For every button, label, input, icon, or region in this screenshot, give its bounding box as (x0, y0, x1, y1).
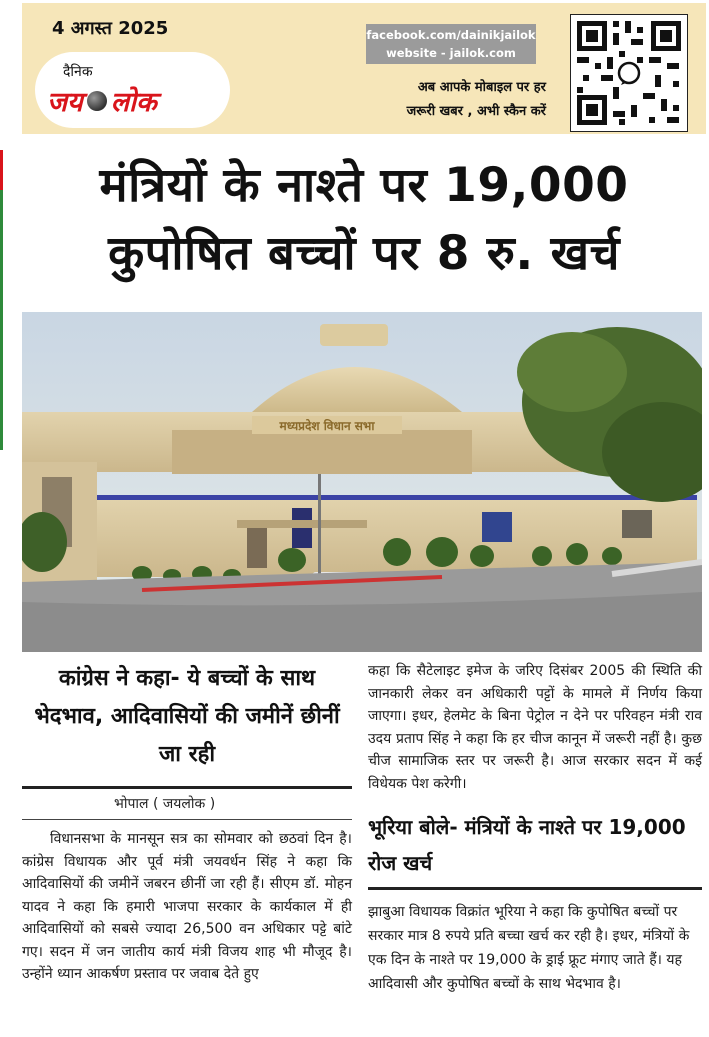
logo-left-word: जय (47, 87, 83, 118)
website-link[interactable]: website - jailok.com (386, 46, 516, 60)
dateline: भोपाल ( जयलोक ) (114, 796, 216, 812)
right-subheadline: भूरिया बोले- मंत्रियों के नाश्ते पर 19,000 रोज खर्च (368, 809, 702, 890)
newspaper-logo (35, 52, 230, 128)
social-links-box (366, 24, 536, 64)
logo-main-text (47, 82, 157, 119)
logo-small-text: दैनिक (63, 64, 93, 80)
accent-bar-red (0, 150, 3, 190)
scan-line-2: जरूरी खबर , अभी स्कैन करें (406, 104, 546, 119)
left-column (22, 660, 352, 986)
right-column (368, 660, 702, 996)
issue-date: 4 अगस्त 2025 (52, 18, 169, 39)
globe-icon (87, 91, 107, 111)
left-subheadline: कांग्रेस ने कहा- ये बच्चों के साथ भेदभाव, आदिवासियों की जमीनें छीनीं जा रही (34, 666, 340, 767)
scan-prompt (366, 76, 546, 124)
headline-line-2: कुपोषित बच्चों पर 8 रु. खर्च (108, 226, 620, 281)
scan-line-1: अब आपके मोबाइल पर हर (417, 80, 546, 95)
logo-right-word: लोक (110, 87, 157, 118)
right-article-body-1: कहा कि सैटेलाइट इमेज के जरिए दिसंबर 2005 की स्थिति की जानकारी लेकर वन अधिकारी पट्टों के मामले में निर्णय किया जाएगा। इधर, हेलमेट के बिना पेट्रोल न देने पर परिवहन मंत्री राव उदय प्रताप सिंह ने कहा कि हर चीज कानून में जरूरी नहीं है। कुछ चीज सामाजिक स्तर पर जरूरी है। आज सरकार सदन में कई विधेयक पेश करेगी। (368, 663, 702, 792)
left-article-body: विधानसभा के मानसून सत्र का सोमवार को छठवां दिन है। कांग्रेस विधायक और पूर्व मंत्री जयवर्धन सिंह ने कहा कि आदिवासियों की जमीनें जबरन छीनीं जा रही हैं। सीएम डॉ. मोहन यादव ने कहा कि हमारी भाजपा सरकार के कार्यकाल में ही आदिवासियों को सबसे ज्यादा 26,500 वन अधिकार पट्टे बांटे गए। सदन में जन जातीय कार्य मंत्री विजय शाह भी मौजूद है। उन्होंने ध्यान आकर्षण प्रस्ताव पर जवाब देते हुए (22, 831, 352, 982)
main-headline (22, 152, 706, 288)
building-sign: मध्यप्रदेश विधान सभा (279, 419, 375, 433)
right-article-body-2: झाबुआ विधायक विक्रांत भूरिया ने कहा कि कुपोषित बच्चों पर सरकार मात्र 8 रुपये प्रति बच्चा खर्च कर रही है। इधर, मंत्रियों के एक दिन के नाश्ते पर 19,000 के ड्राई फ्रूट मंगाए जाते हैं। यह आदिवासी और कुपोषित बच्चों के साथ भेदभाव है। (368, 904, 690, 992)
headline-line-1: मंत्रियों के नाश्ते पर 19,000 (99, 158, 629, 213)
accent-bar-green (0, 190, 3, 450)
assembly-building-photo (22, 312, 702, 652)
dateline-bar (22, 786, 352, 820)
qr-code-icon[interactable] (570, 14, 688, 132)
facebook-link[interactable]: facebook.com/dainikjailok (366, 28, 536, 42)
